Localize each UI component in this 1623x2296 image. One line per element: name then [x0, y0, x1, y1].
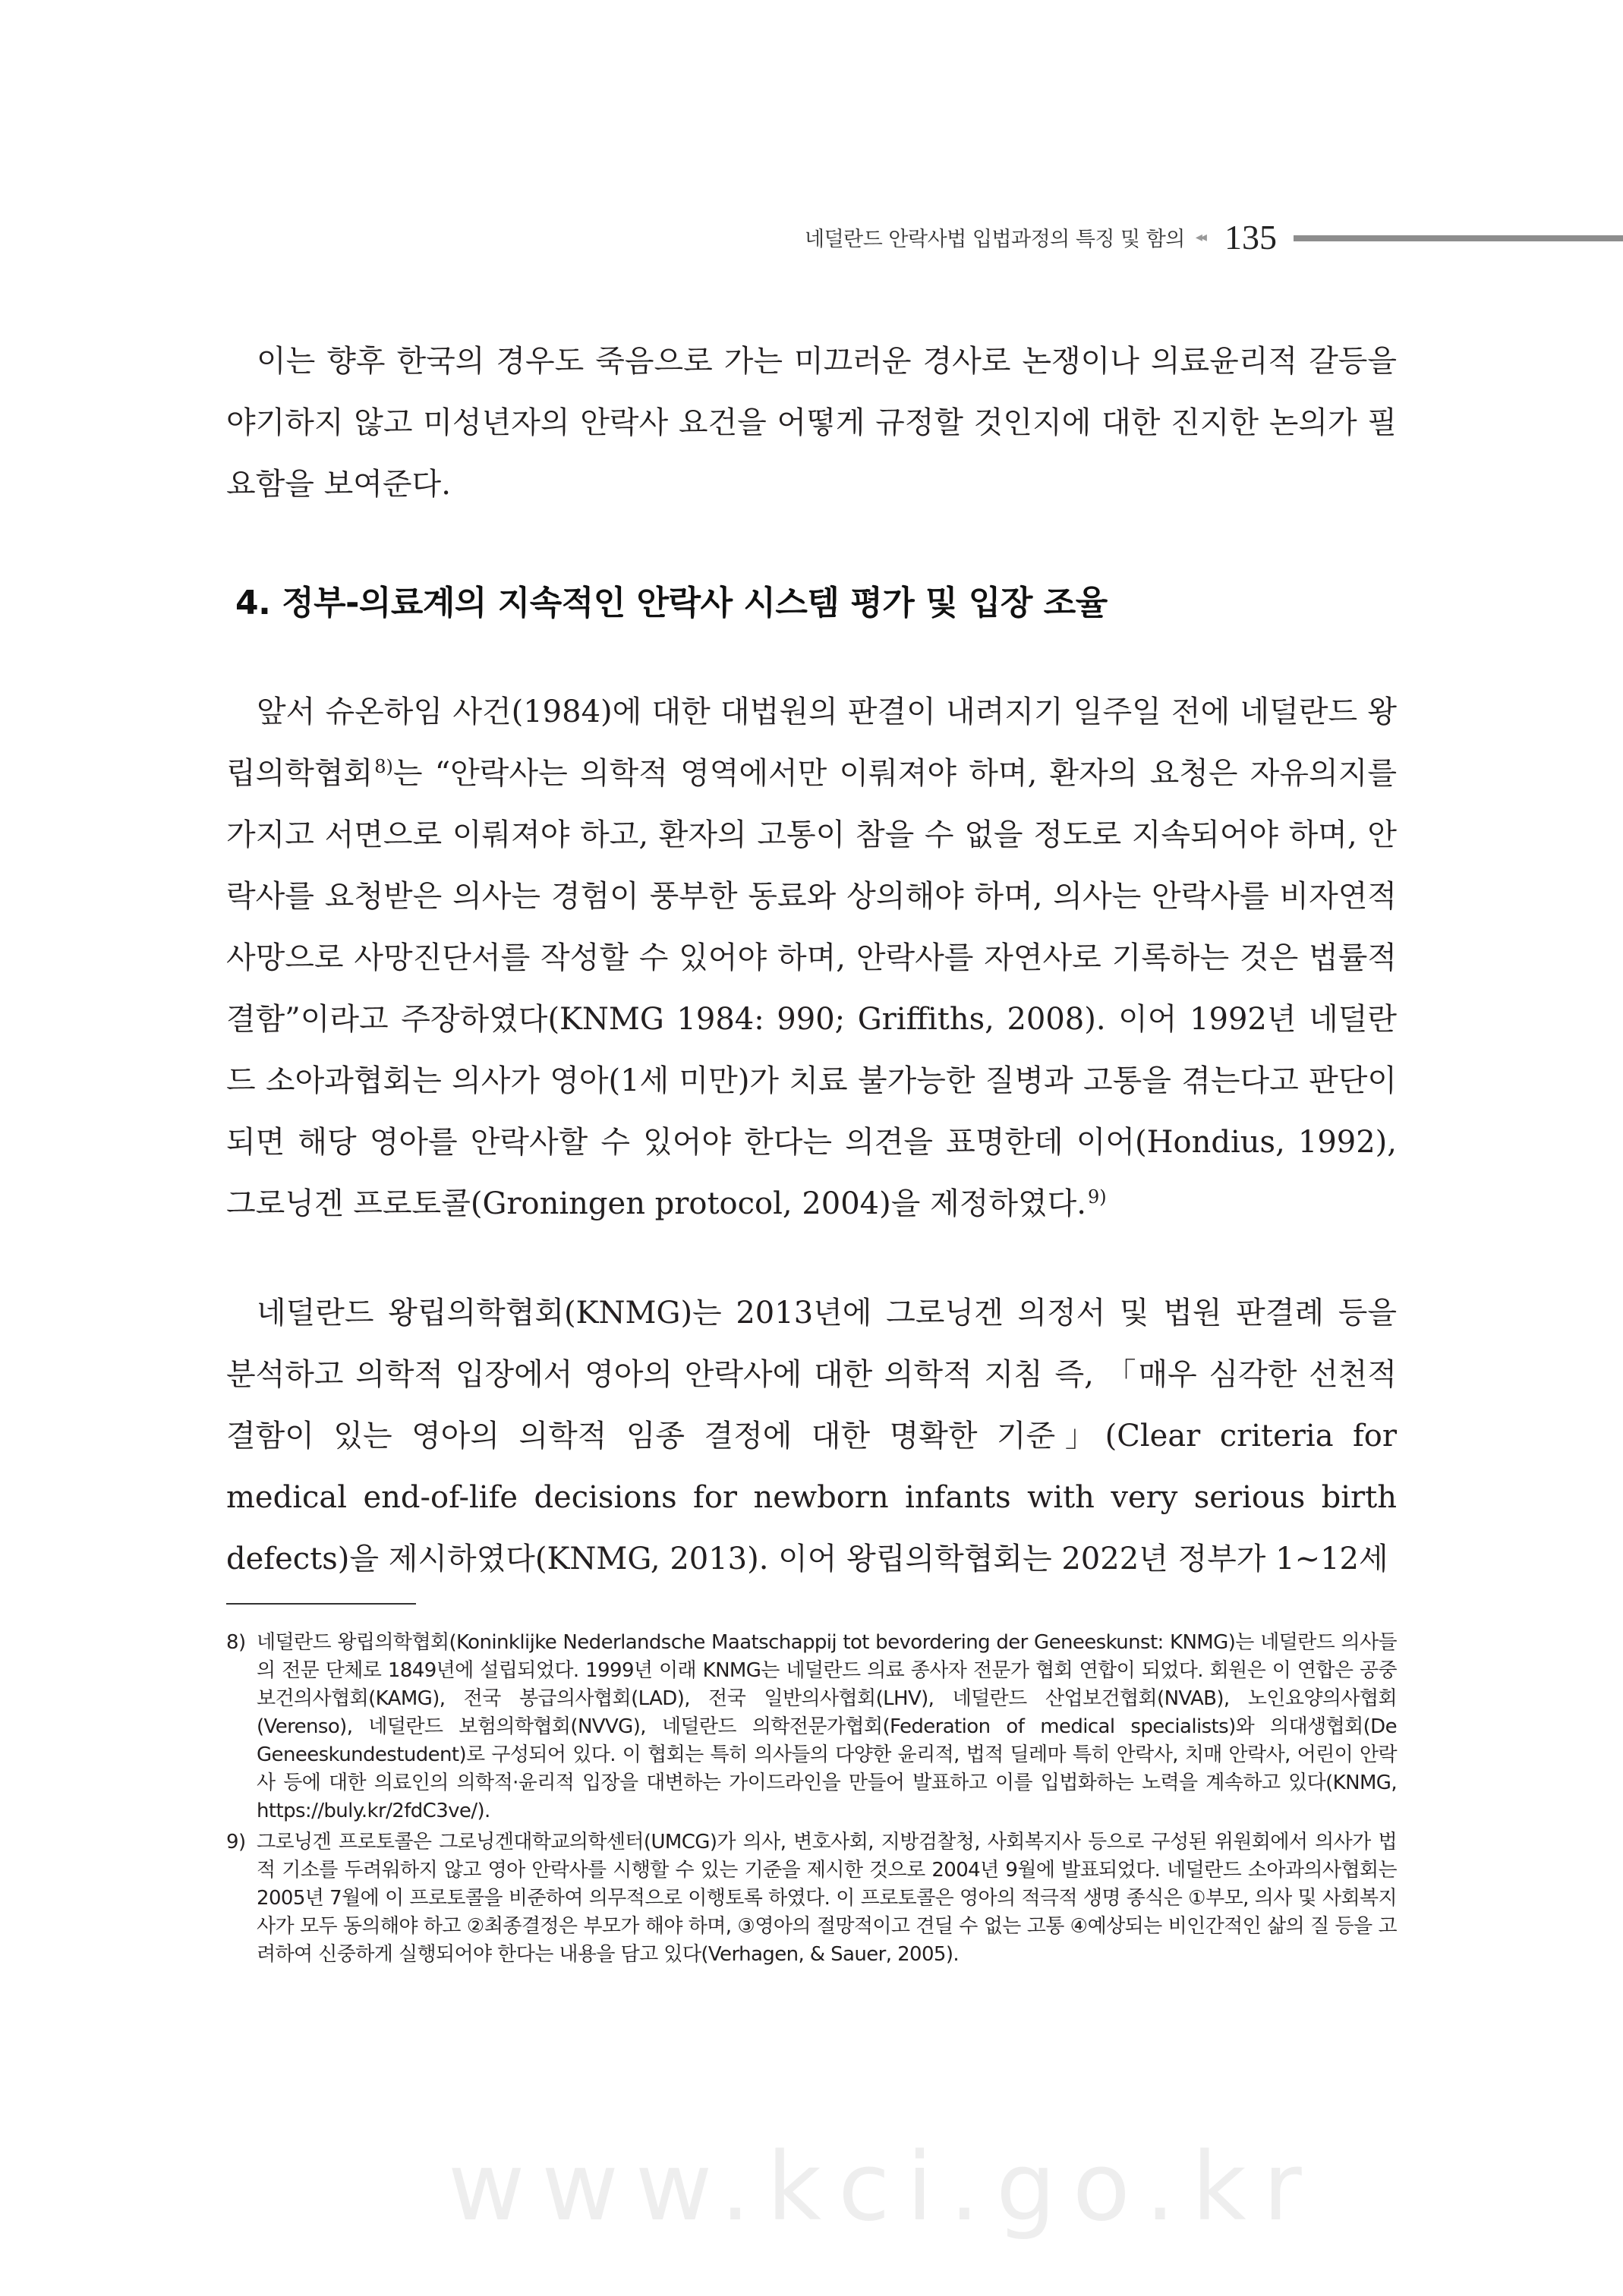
- footnotes: [226, 1629, 1397, 1972]
- watermark: www.kci.go.kr: [448, 2133, 1319, 2242]
- section-paragraph-2: 네덜란드 왕립의학협회(KNMG)는 2013년에 그로닝겐 의정서 및 법원 판결례 등을 분석하고 의학적 입장에서 영아의 안락사에 대한 의학적 지침 즉, 「매우 심각한 선천적 결함이 있는 영아의 의학적 임종 결정에 대한 명확한 기준」(Clear criteria for medical end-of-life decisions for newborn infants with very serious birth defects)을 제시하였다(KNMG, 2013). 이어 왕립의학협회는 2022년 정부가 1~12세: [226, 1296, 1397, 1576]
- paragraph-text: 앞서 슈온하임 사건(1984)에 대한 대법원의 판결이 내려지기 일주일 전에 네덜란드 왕립의학협회: [226, 694, 1397, 791]
- double-arrow-left-icon: ◂◂: [1195, 228, 1205, 245]
- footnote-text: 네덜란드 왕립의학협회(Koninklijke Nederlandsche Maatschappij tot bevordering der Geneeskunst: KNMG)는 네덜란드 의사들의 전문 단체로 1849년에 설립되었다. 1999년 이래 KNMG는 네덜란드 의료 종사자 전문가 협회 연합이 되었다. 회원은 이 연합은 공중보건의사협회(KAMG), 전국 봉급의사협회(LAD), 전국 일반의사협회(LHV), 네덜란드 산업보건협회(NVAB), 노인요양의사협회(Verenso), 네덜란드 보험의학협회(NVVG), 네덜란드 의학전문가협회(Federation of medical specialists)와 의대생협회(De Geneeskundestudent)로 구성되어 있다. 이 협회는 특히 의사들의 다양한 윤리적, 법적 딜레마 특히 안락사, 치매 안락사, 어린이 안락사 등에 대한 의료인의 의학적·윤리적 입장을 대변하는 가이드라인을 만들어 발표하고 이를 입법화하는 노력을 계속하고 있다(KNMG, https://buly.kr/2fdC3ve/).: [257, 1631, 1397, 1822]
- intro-paragraph: 이는 향후 한국의 경우도 죽음으로 가는 미끄러운 경사로 논쟁이나 의료윤리적 갈등을 야기하지 않고 미성년자의 안락사 요건을 어떻게 규정할 것인지에 대한 진지한 논의가 필요함을 보여준다.: [226, 344, 1397, 502]
- page-number: 135: [1224, 217, 1277, 257]
- footnote-text: 그로닝겐 프로토콜은 그로닝겐대학교의학센터(UMCG)가 의사, 변호사회, 지방검찰청, 사회복지사 등으로 구성된 위원회에서 의사가 법적 기소를 두려워하지 않고 영아 안락사를 시행할 수 있는 기준을 제시한 것으로 2004년 9월에 발표되었다. 네덜란드 소아과의사협회는 2005년 7월에 이 프로토콜을 비준하여 의무적으로 이행토록 하였다. 이 프로토콜은 영아의 적극적 생명 종식은 ①부모, 의사 및 사회복지사가 모두 동의해야 하고 ②최종결정은 부모가 해야 하며, ③영아의 절망적이고 견딜 수 없는 고통 ④예상되는 비인간적인 삶의 질 등을 고려하여 신중하게 실행되어야 한다는 내용을 담고 있다(Verhagen, & Sauer, 2005).: [257, 1831, 1397, 1966]
- footnote-9: [226, 1828, 1397, 1969]
- footnote-number: 9): [226, 1831, 246, 1853]
- running-title: 네덜란드 안락사법 입법과정의 특징 및 함의: [805, 227, 1185, 251]
- footnote-ref-8[interactable]: 8): [374, 756, 393, 777]
- header-rule: [1294, 235, 1623, 241]
- paragraph-text: 는 “안락사는 의학적 영역에서만 이뤄져야 하며, 환자의 요청은 자유의지를 가지고 서면으로 이뤄져야 하고, 환자의 고통이 참을 수 없을 정도로 지속되어야 하며, 안락사를 요청받은 의사는 경험이 풍부한 동료와 상의해야 하며, 의사는 안락사를 비자연적 사망으로 사망진단서를 작성할 수 있어야 하며, 안락사를 자연사로 기록하는 것은 법률적 결함”이라고 주장하였다(KNMG 1984: 990; Griffiths, 2008). 이어 1992년 네덜란드 소아과협회는 의사가 영아(1세 미만)가 치료 불가능한 질병과 고통을 겪는다고 판단이 되면 해당 영아를 안락사할 수 있어야 한다는 의견을 표명한데 이어(Hondius, 1992), 그로닝겐 프로토콜(Groningen protocol, 2004)을 제정하였다.: [226, 756, 1397, 1221]
- footnote-number: 8): [226, 1631, 246, 1654]
- section-heading: 4. 정부-의료계의 지속적인 안락사 시스템 평가 및 입장 조율: [235, 584, 1108, 622]
- section-paragraph-1: [226, 682, 1397, 1235]
- footnote-ref-9[interactable]: 9): [1088, 1186, 1107, 1208]
- footnote-divider: [226, 1603, 416, 1605]
- footnote-8: [226, 1629, 1397, 1825]
- running-header: [805, 214, 1623, 260]
